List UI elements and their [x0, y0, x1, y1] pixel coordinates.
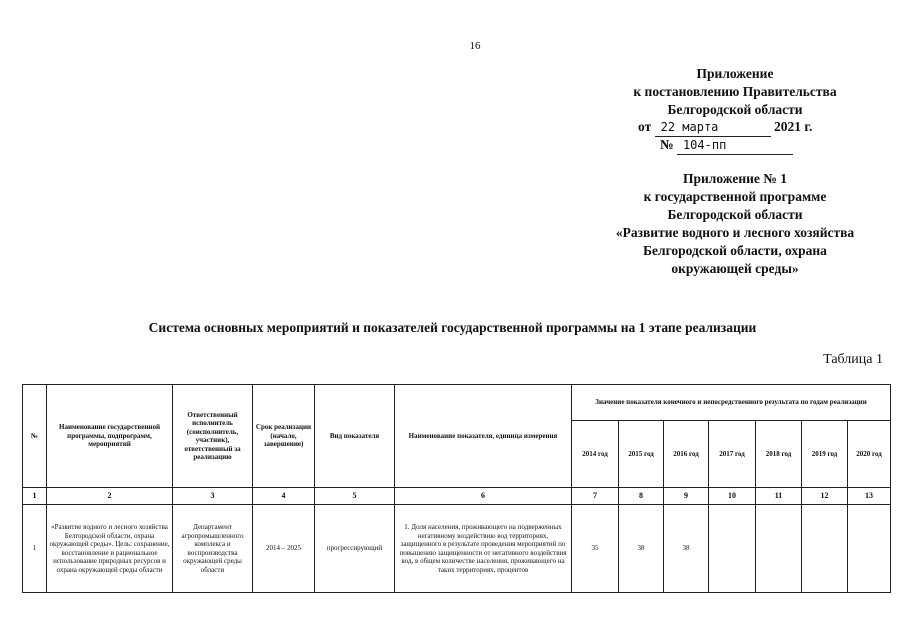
column-number: 7 [572, 488, 619, 505]
date-value: 22 марта [655, 118, 771, 137]
indicators-table [22, 384, 891, 593]
column-number: 2 [47, 488, 173, 505]
appendix-resolution-header [600, 65, 870, 119]
header-year: 2016 год [664, 421, 709, 488]
row-indicator-name: 1. Доля населения, проживающего на подверженных негативному воздействию вод территориях, защищенного в результате проведения мероприятий по повышению защищенности от негативного воздействия вод, в общем количестве населения, проживающего на таких территориях, процентов [395, 505, 572, 593]
column-number: 10 [709, 488, 756, 505]
row-program-name: «Развитие водного и лесного хозяйства Белгородской области, охрана окружающей среды». Цель: сохранение, восстановление и рациональное использование природных ресурсов и охрана окружающей среды области [47, 505, 173, 593]
resolution-date-line [638, 118, 812, 137]
appendix-line: к государственной программе [643, 189, 827, 204]
header-year: 2017 год [709, 421, 756, 488]
column-number: 8 [619, 488, 664, 505]
header-num: № [23, 385, 47, 488]
header-year: 2018 год [756, 421, 802, 488]
header-name: Наименование государственной программы, подпрограмм, мероприятий [47, 385, 173, 488]
appendix-line: Белгородской области [667, 102, 803, 117]
appendix-line: Белгородской области [667, 207, 803, 222]
row-value [848, 505, 891, 593]
header-values-group: Значение показателя конечного и непосредственного результата по годам реализации [572, 385, 891, 421]
row-value [709, 505, 756, 593]
appendix-line: «Развитие водного и лесного хозяйства [615, 225, 855, 240]
header-indicator-name: Наименование показателя, единица измерения [395, 385, 572, 488]
document-title: Система основных мероприятий и показателей государственной программы на 1 этапе реализации [148, 320, 757, 335]
column-number: 5 [315, 488, 395, 505]
date-prefix: от [638, 119, 652, 134]
column-number: 6 [395, 488, 572, 505]
header-executor: Ответственный исполнитель (соисполнитель, участник), ответственный за реализацию [173, 385, 253, 488]
row-value: 35 [572, 505, 619, 593]
appendix-line: Приложение № 1 [683, 171, 787, 186]
appendix-line: Приложение [696, 66, 774, 81]
column-number: 13 [848, 488, 891, 505]
header-year: 2014 год [572, 421, 619, 488]
row-value: 38 [619, 505, 664, 593]
appendix-line: к постановлению Правительства [633, 84, 837, 99]
appendix-program-header [585, 170, 885, 278]
column-number: 9 [664, 488, 709, 505]
column-number: 3 [173, 488, 253, 505]
column-number: 12 [802, 488, 848, 505]
header-term: Срок реализации (начало, завершение) [253, 385, 315, 488]
header-year: 2019 год [802, 421, 848, 488]
resolution-number-line [660, 136, 793, 155]
header-year: 2015 год [619, 421, 664, 488]
column-number: 1 [23, 488, 47, 505]
column-number-row [23, 488, 891, 505]
page-number: 16 [469, 40, 481, 52]
column-number: 4 [253, 488, 315, 505]
header-year: 2020 год [848, 421, 891, 488]
row-num: 1 [23, 505, 47, 593]
table-row [23, 505, 891, 593]
row-value [802, 505, 848, 593]
number-value: 104-пп [677, 136, 793, 155]
column-number: 11 [756, 488, 802, 505]
number-prefix: № [660, 137, 674, 152]
row-indicator-type: прогрессирующий [315, 505, 395, 593]
date-suffix: 2021 г. [773, 119, 813, 134]
table-label: Таблица 1 [823, 352, 883, 367]
row-value [756, 505, 802, 593]
header-indicator-type: Вид показателя [315, 385, 395, 488]
appendix-line: окружающей среды» [671, 261, 799, 276]
row-value: 38 [664, 505, 709, 593]
appendix-line: Белгородской области, охрана [643, 243, 827, 258]
row-term: 2014 – 2025 [253, 505, 315, 593]
row-executor: Департамент агропромышленного комплекса и воспроизводства окружающей среды области [173, 505, 253, 593]
